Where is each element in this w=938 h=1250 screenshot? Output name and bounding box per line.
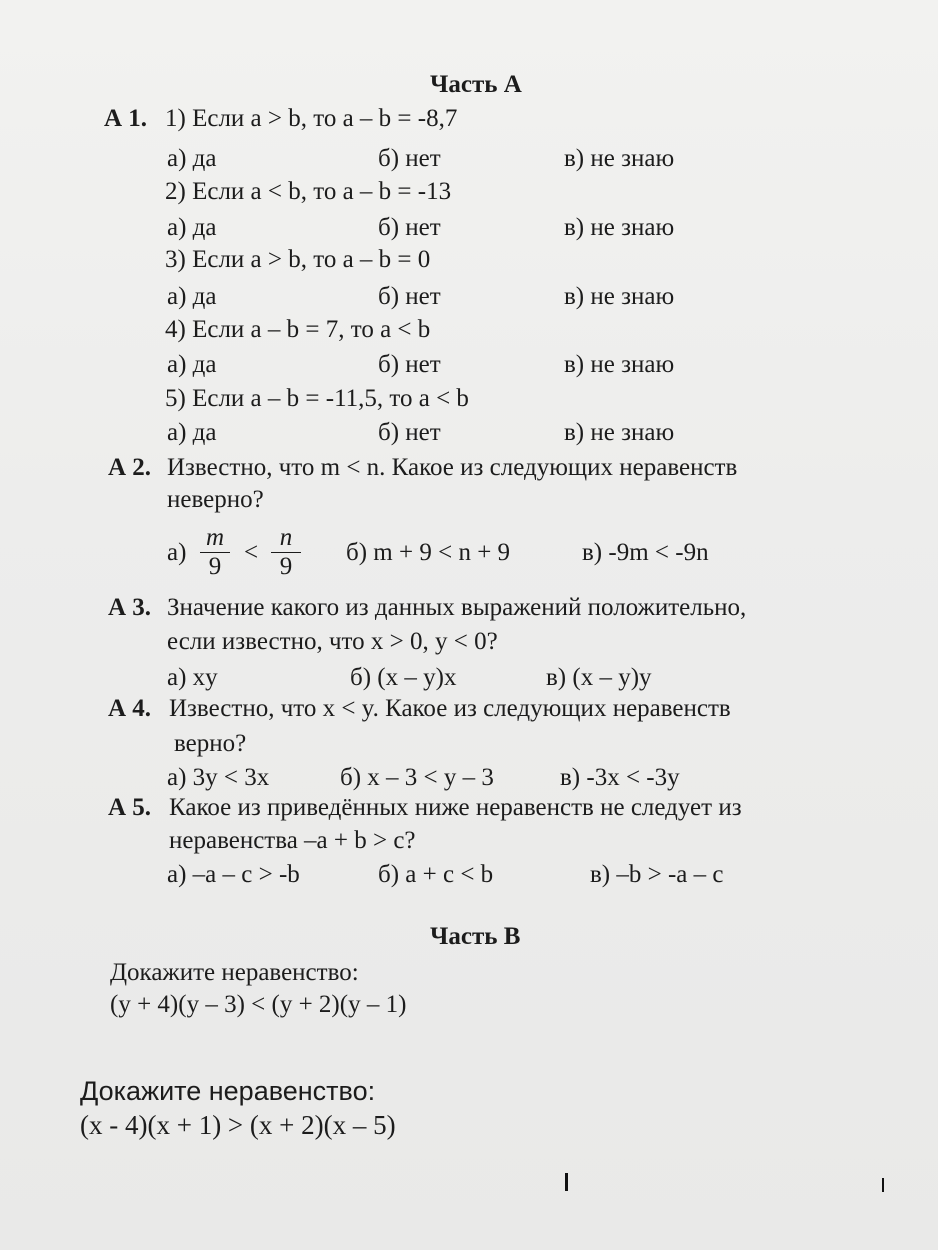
part-b-title: Часть В: [430, 923, 521, 950]
a1-q4-option-v: в) не знаю: [564, 351, 675, 378]
a5-option-v: в) –b > -a – c: [590, 861, 724, 888]
a1-q1-option-b: б) нет: [378, 145, 441, 172]
a3-option-b: б) (x – y)x: [350, 664, 457, 691]
a3-label: А 3.: [108, 594, 152, 621]
text-cursor-mark: [565, 1173, 568, 1191]
a2-fraction-n-over-9: [271, 524, 301, 581]
a1-label: А 1.: [104, 105, 148, 132]
a1-q5-option-b: б) нет: [378, 419, 441, 446]
a2-fraction-m-over-9: [200, 524, 230, 581]
a5-label: А 5.: [108, 794, 152, 821]
part-a-title: Часть А: [430, 71, 522, 98]
a1-q3-option-b: б) нет: [378, 283, 441, 310]
a3-option-v: в) (x – y)y: [546, 664, 652, 691]
a2-label: А 2.: [108, 454, 152, 481]
part-b-task-2-expression: (x - 4)(x + 1) > (x + 2)(x – 5): [80, 1110, 396, 1140]
a1-q2-option-v: в) не знаю: [564, 214, 675, 241]
fraction-numerator: m: [200, 524, 230, 553]
a4-question-line-1: Известно, что x < y. Какое из следующих неравенств: [169, 695, 731, 722]
a4-label: А 4.: [108, 695, 152, 722]
a5-option-b: б) a + c < b: [378, 861, 494, 888]
a1-q4-option-b: б) нет: [378, 351, 441, 378]
a1-q4-option-a: а) да: [167, 351, 217, 378]
a4-question-line-2: верно?: [174, 730, 247, 757]
a3-question-line-1: Значение какого из данных выражений положительно,: [167, 594, 747, 621]
a2-option-b: б) m + 9 < n + 9: [346, 539, 511, 566]
a2-question-line-1: Известно, что m < n. Какое из следующих неравенств: [167, 454, 738, 481]
fraction-denominator: 9: [208, 553, 222, 580]
a4-option-a: а) 3y < 3x: [167, 764, 270, 791]
a2-option-a-prefix: а): [167, 539, 187, 566]
a1-question-3: 3) Если a > b, то a – b = 0: [165, 246, 431, 273]
a1-q2-option-b: б) нет: [378, 214, 441, 241]
fraction-denominator: 9: [279, 553, 293, 580]
fraction-numerator: n: [271, 524, 301, 553]
a2-option-v: в) -9m < -9n: [582, 539, 709, 566]
a3-question-line-2: если известно, что x > 0, y < 0?: [167, 628, 498, 655]
a1-q3-option-v: в) не знаю: [564, 283, 675, 310]
a1-q5-option-v: в) не знаю: [564, 419, 675, 446]
part-b-task-1-label: Докажите неравенство:: [110, 959, 359, 986]
a1-q1-option-v: в) не знаю: [564, 145, 675, 172]
a2-question-line-2: неверно?: [167, 486, 264, 513]
a1-q3-option-a: а) да: [167, 283, 217, 310]
a4-option-v: в) -3x < -3y: [560, 764, 680, 791]
part-b-task-2-label: Докажите неравенство:: [80, 1076, 376, 1106]
a3-option-a: а) xy: [167, 664, 218, 691]
a5-question-line-1: Какое из приведённых ниже неравенств не следует из: [169, 794, 742, 821]
a5-question-line-2: неравенства –a + b > c?: [169, 827, 416, 854]
a1-q1-option-a: а) да: [167, 145, 217, 172]
a2-less-than-sign: <: [244, 539, 259, 566]
a5-option-a: а) –a – c > -b: [167, 861, 300, 888]
a1-question-2: 2) Если a < b, то a – b = -13: [165, 178, 452, 205]
a1-question-5: 5) Если a – b = -11,5, то a < b: [165, 385, 469, 412]
part-b-task-1-expression: (y + 4)(y – 3) < (y + 2)(y – 1): [110, 991, 407, 1018]
page-edge-mark: [882, 1178, 884, 1192]
a1-question-4: 4) Если a – b = 7, то a < b: [165, 316, 431, 343]
a4-option-b: б) x – 3 < y – 3: [340, 764, 494, 791]
a1-q5-option-a: а) да: [167, 419, 217, 446]
a1-question-1: 1) Если a > b, то a – b = -8,7: [165, 105, 458, 132]
a1-q2-option-a: а) да: [167, 214, 217, 241]
